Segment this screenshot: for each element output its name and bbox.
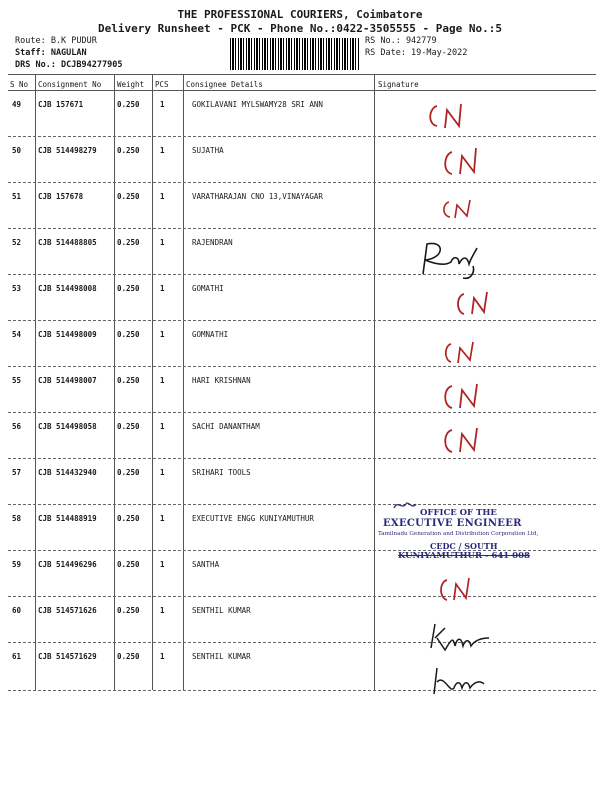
- row-consignment: CJB 514488805: [38, 238, 97, 247]
- row-sno: 59: [12, 560, 22, 569]
- stamp-line: CEDC / SOUTH: [430, 541, 498, 551]
- row-pcs: 1: [160, 330, 165, 339]
- column-divider: [152, 74, 153, 690]
- handwritten-signature: [440, 380, 490, 414]
- rs-date: RS Date: 19-May-2022: [365, 48, 468, 58]
- handwritten-signature: [425, 620, 495, 654]
- row-consignment: CJB 514496296: [38, 560, 97, 569]
- column-divider: [114, 74, 115, 690]
- row-pcs: 1: [160, 284, 165, 293]
- row-sno: 58: [12, 514, 22, 523]
- row-weight: 0.250: [117, 422, 140, 431]
- row-pcs: 1: [160, 422, 165, 431]
- column-divider: [374, 74, 375, 690]
- row-details: GOMATHI: [192, 284, 224, 293]
- row-sno: 52: [12, 238, 22, 247]
- row-separator: [8, 320, 596, 321]
- column-divider: [183, 74, 184, 690]
- handwritten-signature: [436, 574, 480, 606]
- row-weight: 0.250: [117, 560, 140, 569]
- stamp-initials: [392, 498, 418, 514]
- row-sno: 55: [12, 376, 22, 385]
- handwritten-signature: [440, 196, 480, 222]
- row-sno: 51: [12, 192, 22, 201]
- table-top-border: [8, 74, 596, 75]
- row-separator: [8, 366, 596, 367]
- rs-number: RS No.: 942779: [365, 36, 437, 46]
- row-details: SRIHARI TOOLS: [192, 468, 251, 477]
- stamp-line: EXECUTIVE ENGINEER: [383, 518, 522, 529]
- row-separator: [8, 182, 596, 183]
- row-consignment: CJB 514498009: [38, 330, 97, 339]
- row-consignment: CJB 514498279: [38, 146, 97, 155]
- row-weight: 0.250: [117, 330, 140, 339]
- row-pcs: 1: [160, 652, 165, 661]
- row-details: GOKILAVANI MYLSWAMY28 SRI ANN: [192, 100, 323, 109]
- row-pcs: 1: [160, 100, 165, 109]
- row-weight: 0.250: [117, 376, 140, 385]
- row-sno: 56: [12, 422, 22, 431]
- row-sno: 57: [12, 468, 22, 477]
- column-header-pcs: PCS: [155, 80, 169, 89]
- column-header-sno: S No: [10, 80, 29, 89]
- row-sno: 50: [12, 146, 22, 155]
- row-details: SACHI DANANTHAM: [192, 422, 260, 431]
- table-header-border: [8, 90, 596, 91]
- row-consignment: CJB 514571626: [38, 606, 97, 615]
- row-separator: [8, 228, 596, 229]
- handwritten-signature: [452, 286, 498, 320]
- handwritten-signature: [428, 664, 488, 698]
- barcode: [230, 38, 360, 70]
- row-details: GOMNATHI: [192, 330, 229, 339]
- row-details: SENTHIL KUMAR: [192, 652, 251, 661]
- page-title: THE PROFESSIONAL COURIERS, Coimbatore: [177, 8, 423, 21]
- row-weight: 0.250: [117, 652, 140, 661]
- row-details: RAJENDRAN: [192, 238, 233, 247]
- row-separator: [8, 136, 596, 137]
- row-weight: 0.250: [117, 100, 140, 109]
- row-consignment: CJB 157678: [38, 192, 84, 201]
- column-header-weight: Weight: [117, 80, 145, 89]
- row-consignment: CJB 514498007: [38, 376, 97, 385]
- row-consignment: CJB 157671: [38, 100, 84, 109]
- column-header-details: Consignee Details: [186, 80, 263, 89]
- stamp-line: KUNIYAMUTHUR - 641 008: [398, 551, 530, 561]
- handwritten-signature: [440, 338, 484, 368]
- handwritten-signature: [440, 146, 490, 180]
- row-pcs: 1: [160, 606, 165, 615]
- handwritten-signature: [425, 100, 475, 134]
- row-separator: [8, 274, 596, 275]
- column-divider: [35, 74, 36, 690]
- row-separator: [8, 504, 596, 505]
- row-consignment: CJB 514432940: [38, 468, 97, 477]
- row-sno: 61: [12, 652, 22, 661]
- row-weight: 0.250: [117, 514, 140, 523]
- stamp-line: Tamilnadu Generation and Distribution Corporation Ltd,: [378, 531, 539, 537]
- row-separator: [8, 412, 596, 413]
- row-consignment: CJB 514488919: [38, 514, 97, 523]
- row-separator: [8, 642, 596, 643]
- row-pcs: 1: [160, 560, 165, 569]
- staff-label: Staff: NAGULAN: [15, 48, 87, 58]
- handwritten-signature: [415, 238, 485, 284]
- row-pcs: 1: [160, 192, 165, 201]
- route-label: Route: B.K PUDUR: [15, 36, 97, 46]
- handwritten-signature: [440, 424, 490, 458]
- row-pcs: 1: [160, 146, 165, 155]
- row-weight: 0.250: [117, 146, 140, 155]
- row-sno: 53: [12, 284, 22, 293]
- row-consignment: CJB 514571629: [38, 652, 97, 661]
- row-sno: 60: [12, 606, 22, 615]
- column-header-consignment: Consignment No: [38, 80, 102, 89]
- row-pcs: 1: [160, 468, 165, 477]
- row-details: SUJATHA: [192, 146, 224, 155]
- row-weight: 0.250: [117, 284, 140, 293]
- stamp-line: OFFICE OF THE: [420, 508, 497, 518]
- row-separator: [8, 690, 596, 691]
- row-weight: 0.250: [117, 468, 140, 477]
- row-sno: 54: [12, 330, 22, 339]
- row-details: SANTHA: [192, 560, 220, 569]
- row-weight: 0.250: [117, 606, 140, 615]
- row-sno: 49: [12, 100, 22, 109]
- row-weight: 0.250: [117, 192, 140, 201]
- row-weight: 0.250: [117, 238, 140, 247]
- row-details: SENTHIL KUMAR: [192, 606, 251, 615]
- row-details: HARI KRISHNAN: [192, 376, 251, 385]
- page-subtitle: Delivery Runsheet - PCK - Phone No.:0422-3505555 - Page No.:5: [98, 22, 502, 35]
- row-pcs: 1: [160, 514, 165, 523]
- row-separator: [8, 596, 596, 597]
- row-details: EXECUTIVE ENGG KUNIYAMUTHUR: [192, 514, 314, 523]
- row-pcs: 1: [160, 238, 165, 247]
- row-details: VARATHARAJAN CNO 13,VINAYAGAR: [192, 192, 323, 201]
- row-consignment: CJB 514498058: [38, 422, 97, 431]
- row-consignment: CJB 514498008: [38, 284, 97, 293]
- row-pcs: 1: [160, 376, 165, 385]
- row-separator: [8, 458, 596, 459]
- drs-number: DRS No.: DCJB94277905: [15, 60, 123, 70]
- column-header-signature: Signature: [378, 80, 419, 89]
